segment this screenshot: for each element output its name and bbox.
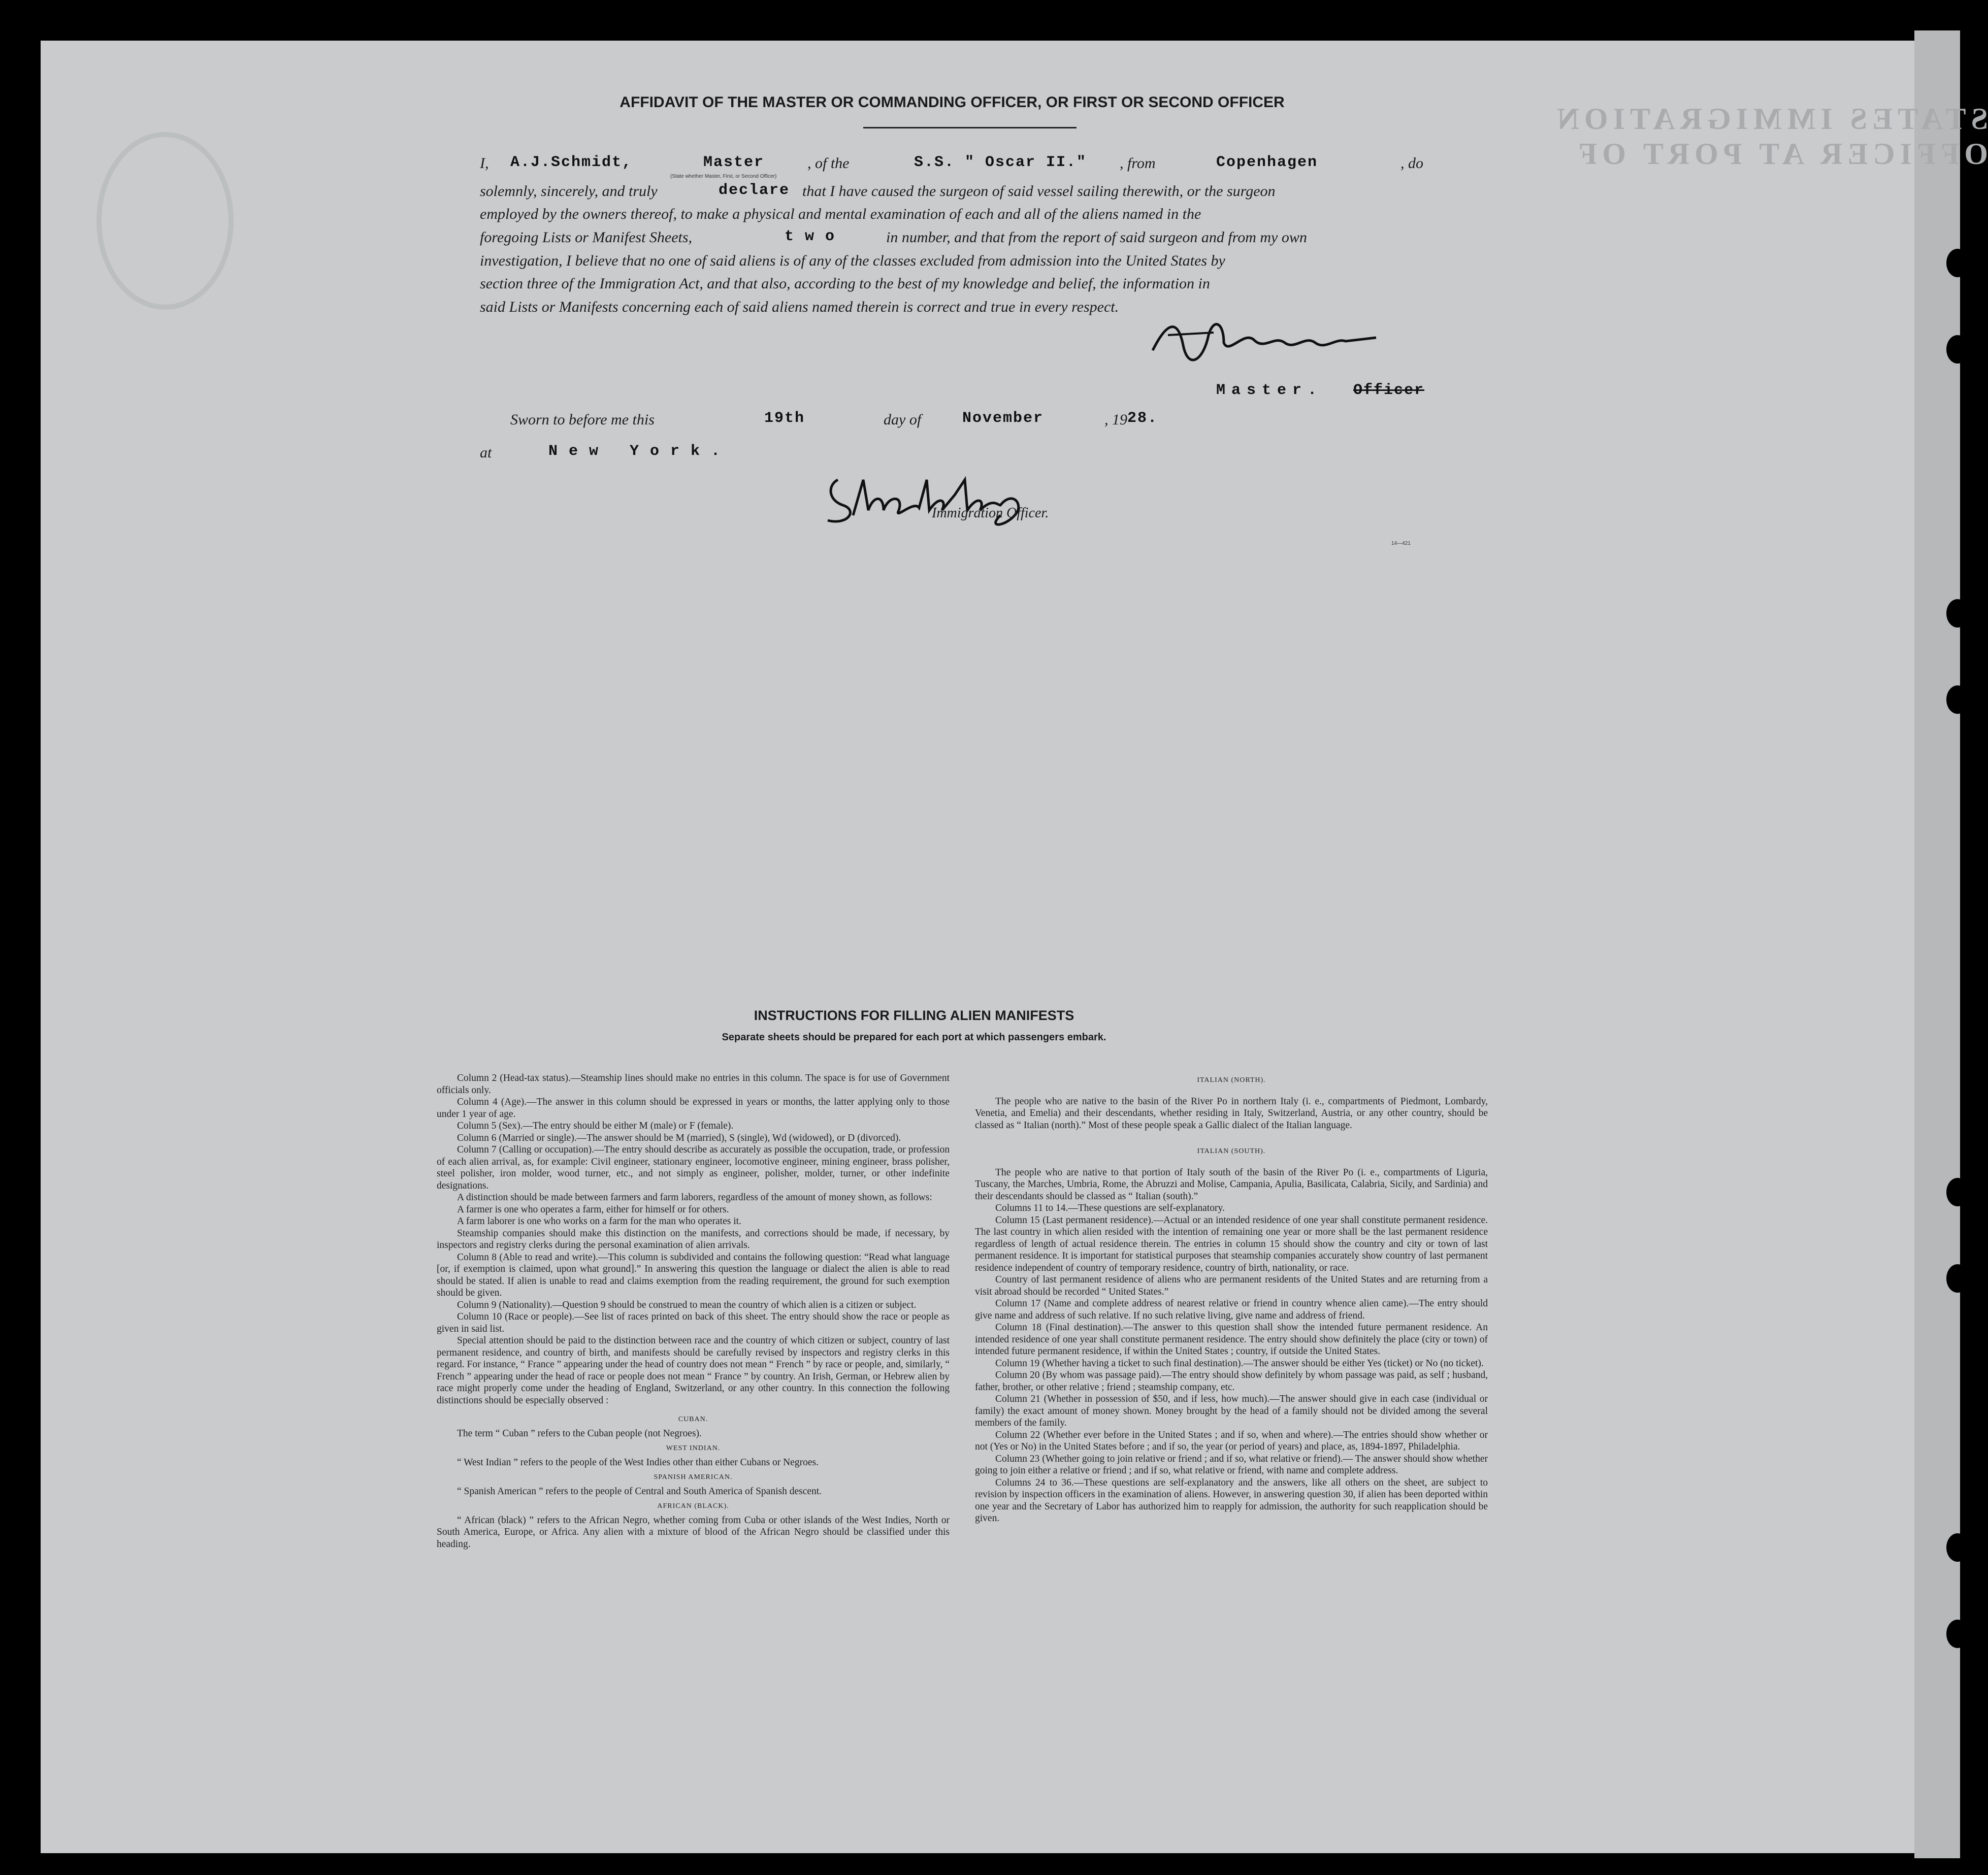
officer-struck: Officer	[1353, 382, 1425, 399]
instruction-paragraph: Column 6 (Married or single).—The answer should be M (married), S (single), Wd (widowed), or D (divorced).	[457, 1132, 901, 1143]
binder-hole	[1946, 335, 1969, 364]
section-text: The people who are native to the basin of the River Po in northern Italy (i. e., compartments of Piedmont, Lombardy, Venetia, and Emelia) and their descendants, whether residing in Italy, Switzerland, Austria, or any other country, should be classed as “ Italian (north).” Most of these people speak a Gallic dialect of the Italian language.	[975, 1096, 1488, 1131]
instruction-paragraph: Column 22 (Whether ever before in the United States ; and if so, when and where).—The entries should show whether or not (Yes or No) in the United States before ; and if so, the year (or period of years) and place, as, 1894-1897, Philadelphia.	[975, 1429, 1488, 1452]
instruction-paragraph: A farmer is one who operates a farm, either for himself or for others.	[457, 1204, 729, 1215]
section-heading: ITALIAN (SOUTH).	[1197, 1147, 1266, 1155]
year-prefix: , 19	[1104, 411, 1127, 428]
binder-hole	[1946, 1178, 1969, 1206]
sworn-day: 19th	[764, 410, 805, 427]
affidavit-prefix: I,	[480, 155, 489, 172]
instruction-paragraph: Column 23 (Whether going to join relative or friend ; and if so, what relative or friend).— The answer should show whether going to join either a relative or friend ; and if so, what relative or friend, with name and complete address.	[975, 1453, 1488, 1476]
immigration-officer-signature	[818, 470, 1102, 538]
instructions-left-column	[437, 1072, 950, 1550]
master-label: Master.	[1216, 382, 1323, 399]
affidavit-line-2b: that I have caused the surgeon of said vessel sailing therewith, or the surgeon	[802, 183, 1276, 200]
page-edge	[1914, 30, 1960, 1858]
binder-hole	[1946, 685, 1969, 714]
instruction-paragraph: Column 17 (Name and complete address of nearest relative or friend in country whence alien came).—The entry should give name and address of such relative. If no such relative living, give name and address of friend.	[975, 1298, 1488, 1321]
sworn-text: Sworn to before me this	[510, 411, 655, 428]
affidavit-line-6: section three of the Immigration Act, and that also, according to the best of my knowledge and belief, the information in	[480, 275, 1210, 292]
master-signature	[1148, 315, 1381, 374]
instruction-paragraph: Steamship companies should make this distinction on the manifests, and corrections should be made, if necessary, by inspectors and registry clerks during the personal examination of alien arrivals.	[437, 1228, 950, 1251]
day-of-text: day of	[884, 411, 922, 428]
section-heading: WEST INDIAN.	[666, 1444, 721, 1452]
instruction-paragraph: Country of last permanent residence of aliens who are permanent residents of the United States and are returning from a visit abroad should be recorded “ United States.”	[975, 1274, 1488, 1297]
affidavit-line-4a: foregoing Lists or Manifest Sheets,	[480, 229, 693, 246]
affidavit-line-4b: in number, and that from the report of said surgeon and from my own	[886, 229, 1307, 246]
binder-hole	[1946, 1533, 1969, 1562]
instruction-paragraph: Column 7 (Calling or occupation).—The entry should describe as accurately as possible the occupation, trade, or profession of each alien arrival, as, for example: Civil engineer, stationary engineer, locomotive engineer, mining engineer, brass polisher, steel polisher, iron molder, wood turner, etc., and not simply as engineer, polisher, molder, turner, or other indefinite designations.	[437, 1144, 950, 1191]
master-signature-scrawl	[1148, 315, 1381, 366]
instruction-paragraph: Column 18 (Final destination).—The answer to this question shall show the intended future permanent residence. An intended residence of one year shall constitute permanent residence. The entry should show definitely the place (city or town) of intended future permanent residence, if within the United States ; country, if outside the United States.	[975, 1322, 1488, 1357]
instruction-paragraph: Special attention should be paid to the distinction between race and the country of which citizen or subject, country of last permanent residence, and country of birth, and manifests should be carefully revised by inspectors and registry clerks in this regard. For instance, “ France ” appearing under the head of country does not mean “ French ” by race or people, and, similarly, “ French ” appearing under the head of race or people does not mean “ France ” by country. An Irish, German, or Hebrew alien by race might properly come under the heading of England, Switzerland, or any other country. In this connection the following distinctions should be especially observed :	[437, 1335, 950, 1406]
instruction-paragraph: Column 20 (By whom was passage paid).—The entry should show definitely by whom passage was paid, as self ; husband, father, brother, or other relative ; friend ; steamship company, etc.	[975, 1370, 1488, 1393]
instructions-subtitle: Separate sheets should be prepared for each port at which passengers embark.	[722, 1032, 1106, 1043]
departure-port: Copenhagen	[1216, 154, 1318, 171]
affidavit-line-7: said Lists or Manifests concerning each of said aliens named therein is correct and true in every respect.	[480, 299, 1119, 315]
instructions-title: INSTRUCTIONS FOR FILLING ALIEN MANIFESTS	[754, 1008, 1074, 1023]
affidavit-line-3: employed by the owners thereof, to make a physical and mental examination of each and all of the aliens named in the	[480, 206, 1201, 222]
sworn-month: November	[962, 410, 1044, 427]
sworn-place: N e w Y o r k .	[548, 443, 722, 460]
title-underline	[863, 127, 1077, 128]
section-text: “ Spanish American ” refers to the people of Central and South America of Spanish descent.	[457, 1486, 822, 1497]
instruction-paragraph: Column 9 (Nationality).—Question 9 should be construed to mean the country of which alien is a citizen or subject.	[457, 1299, 917, 1310]
section-heading: SPANISH AMERICAN.	[654, 1473, 733, 1481]
section-text: “ African (black) ” refers to the African Negro, whether coming from Cuba or other islands of the West Indies, North or South America, Europe, or Africa. Any alien with a mixture of blood of the African Negro should be classified under this heading.	[437, 1515, 950, 1550]
declare-word: declare	[719, 182, 790, 199]
instructions-right-column	[975, 1071, 1488, 1525]
section-heading: CUBAN.	[678, 1416, 708, 1423]
officer-signature-scrawl	[818, 470, 1102, 536]
do-text: , do	[1400, 155, 1423, 172]
vessel-name: S.S. " Oscar II."	[914, 154, 1087, 171]
master-name: A.J.Schmidt,	[510, 154, 633, 171]
bleed-through-text: STATES IMMIGRATION OFFICER AT PORT OF	[1552, 102, 1988, 171]
immigration-officer-label: Immigration Officer.	[932, 505, 1049, 521]
section-heading: ITALIAN (NORTH).	[1197, 1076, 1266, 1084]
affidavit-title: AFFIDAVIT OF THE MASTER OR COMMANDING OFFICER, OR FIRST OR SECOND OFFICER	[620, 94, 1285, 111]
sworn-year: 28.	[1127, 410, 1158, 427]
affidavit-line-5: investigation, I believe that no one of said aliens is of any of the classes excluded from admission into the United States by	[480, 252, 1225, 269]
instruction-paragraph: Column 10 (Race or people).—See list of races printed on back of this sheet. The entry should show the race or people as given in said list.	[437, 1311, 950, 1334]
section-heading: AFRICAN (BLACK).	[657, 1502, 729, 1510]
instruction-paragraph: Columns 24 to 36.—These questions are self-explanatory and the answers, like all others on the sheet, are subject to revision by inspection officers in the examination of aliens. However, in answering question 30, if alien has been deported within one year and the Secretary of Labor has authorized him to reapply for admission, the authority for such reapplication should be given.	[975, 1477, 1488, 1524]
binder-hole	[1946, 599, 1969, 628]
at-text: at	[480, 444, 492, 461]
rank-note: (State whether Master, First, or Second Officer)	[670, 174, 777, 179]
instruction-paragraph: Column 4 (Age).—The answer in this column should be expressed in years or months, the latter applying only to those under 1 year of age.	[437, 1097, 950, 1120]
of-the-text: , of the	[807, 155, 850, 172]
alien-count: t w o	[785, 228, 836, 245]
instruction-paragraph: Columns 11 to 14.—These questions are self-explanatory.	[995, 1203, 1225, 1213]
section-text: The term “ Cuban ” refers to the Cuban people (not Negroes).	[457, 1428, 702, 1439]
instruction-paragraph: Column 2 (Head-tax status).—Steamship lines should make no entries in this column. The space is for use of Government officials only.	[437, 1073, 950, 1096]
instruction-paragraph: Column 21 (Whether in possession of $50, and if less, how much).—The answer should give in each case (individual or family) the exact amount of money shown. Money brought by the head of a family should not be divided among the several members of the family.	[975, 1394, 1488, 1428]
master-rank: Master	[703, 154, 765, 171]
binder-hole	[1946, 249, 1969, 277]
instruction-paragraph: A distinction should be made between farmers and farm laborers, regardless of the amount of money shown, as follows:	[457, 1192, 932, 1203]
form-number: 14—421	[1391, 541, 1411, 546]
instruction-paragraph: A farm laborer is one who works on a farm for the man who operates it.	[457, 1216, 741, 1227]
instruction-paragraph: Column 8 (Able to read and write).—This column is subdivided and contains the following question: “Read what language [or, if exemption is claimed, upon what ground].” In answering this question the language or dialect the alien is able to read should be stated. If alien is unable to read and claims exemption from the reading requirement, the ground for such exemption should be given.	[437, 1252, 950, 1298]
from-text: , from	[1120, 155, 1156, 172]
binder-hole	[1946, 1264, 1969, 1293]
affidavit-line-2a: solemnly, sincerely, and truly	[480, 183, 658, 200]
section-text: The people who are native to that portion of Italy south of the basin of the River Po (i. e., compartments of Liguria, Tuscany, the Marches, Umbria, Rome, the Abruzzi and Molise, Campania, Apulia, Basilicata, Calabria, Sicily, and Sardinia) and their descendants should be classed as “ Italian (south).”	[975, 1167, 1488, 1202]
binder-hole	[1946, 1620, 1969, 1648]
section-text: “ West Indian ” refers to the people of the West Indies other than either Cubans or Negroes.	[457, 1457, 819, 1468]
instruction-paragraph: Column 15 (Last permanent residence).—Actual or an intended residence of one year shall constitute permanent residence. The last country in which alien resided with the intention of remaining one year or more shall be the last permanent residence regardless of length of actual residence therein. The entries in column 15 should show the country and city or town of last permanent residence. It is important for statistical purposes that steamship companies accurately show country of last permanent residence independent of country of temporary residence, country of birth, nationality, or race.	[975, 1214, 1488, 1273]
instruction-paragraph: Column 5 (Sex).—The entry should be either M (male) or F (female).	[457, 1121, 734, 1131]
instruction-paragraph: Column 19 (Whether having a ticket to such final destination).—The answer should be either Yes (ticket) or No (no ticket).	[995, 1358, 1484, 1369]
bleed-through-stamp	[96, 132, 234, 310]
